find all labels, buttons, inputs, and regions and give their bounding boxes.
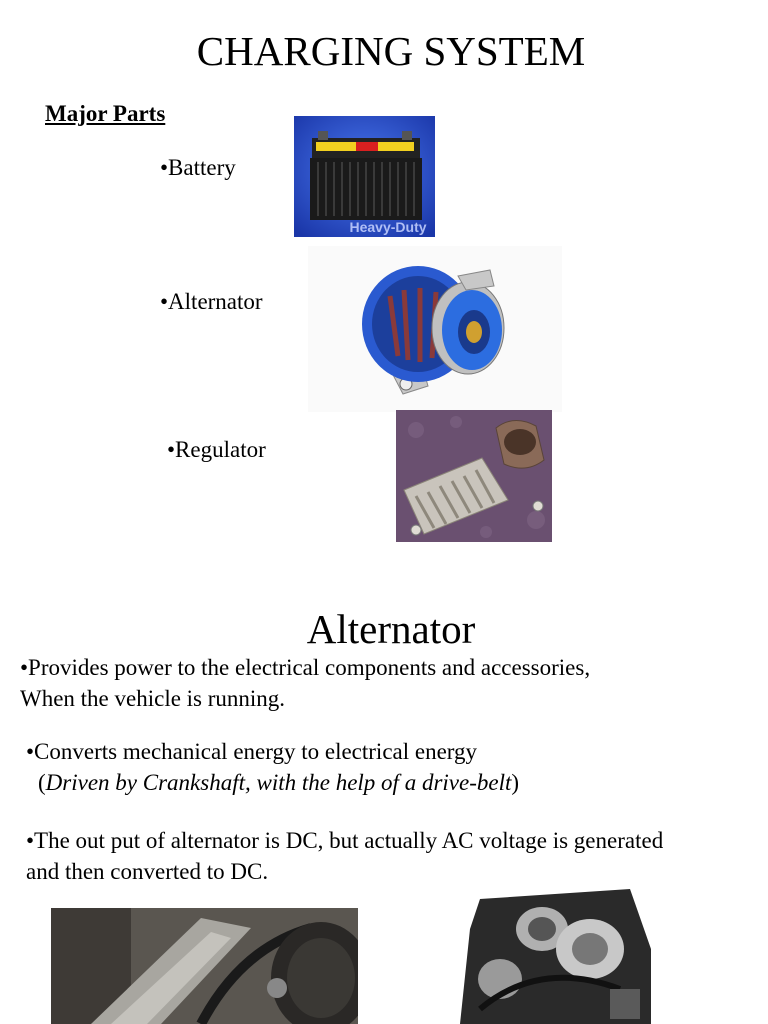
section-label: Major Parts — [45, 101, 166, 126]
point-2-line-2 — [38, 767, 519, 798]
engine-alternator-photo — [460, 889, 651, 1024]
part-label-regulator: •Regulator — [167, 437, 266, 462]
paren-open: ( — [38, 770, 46, 795]
point-2-italic-note: Driven by Crankshaft, with the help of a drive-belt — [45, 770, 512, 795]
engine-belt-photo — [51, 908, 358, 1024]
part-label-alternator: •Alternator — [160, 289, 263, 314]
battery-image — [294, 116, 435, 237]
slide-title: CHARGING SYSTEM — [196, 28, 586, 74]
regulator-image — [396, 410, 552, 542]
paren-close: ) — [511, 770, 520, 795]
alternator-image — [308, 246, 562, 412]
point-3-line-1: •The out put of alternator is DC, but actually AC voltage is generated — [26, 828, 664, 853]
battery-image-caption: Heavy-Duty — [349, 219, 427, 235]
point-3-line-2: and then converted to DC. — [26, 859, 269, 884]
alternator-heading: Alternator — [306, 606, 476, 652]
part-label-battery: •Battery — [160, 155, 236, 180]
point-2-line-1: •Converts mechanical energy to electrical energy — [26, 739, 478, 764]
point-1-line-1: •Provides power to the electrical components and accessories, — [20, 655, 591, 680]
point-1-line-2: When the vehicle is running. — [20, 686, 286, 711]
